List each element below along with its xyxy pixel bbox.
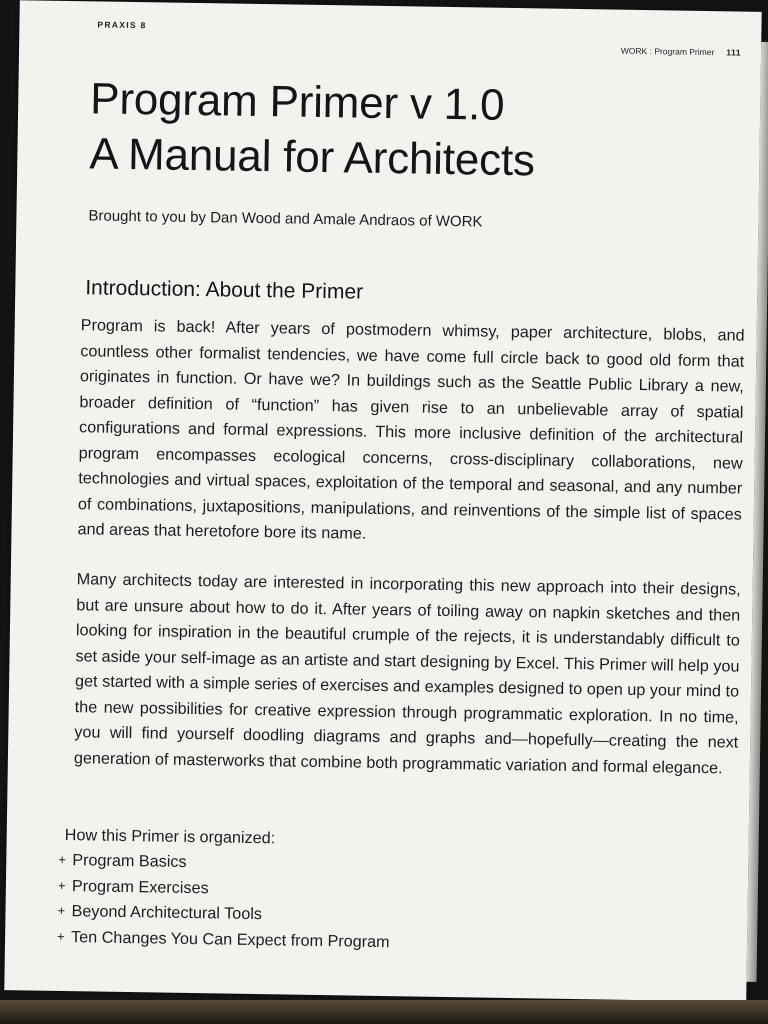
journal-page — [4, 0, 761, 1002]
body-paragraph-2: Many architects today are interested in incorporating this new approach into their designs, but are unsure about how to do it. After years of toiling away on napkin sketches and then looking for inspiration in the beautiful crumple of the rejects, it is understandably difficult to set aside your self-image as an artiste and start designing by Excel. This Primer will help you get started with a simple series of exercises and examples designed to open up your mind to the new possibilities for creative expression through programmatic exploration. In no time, you will find yourself doodling diagrams and graphs and—hopefully—creating the next generation of masterworks that combine both programmatic variation and formal elegance. — [73, 570, 741, 777]
plus-bullet-icon: + — [57, 902, 66, 919]
organized-heading: How this Primer is organized: — [64, 826, 276, 848]
running-head-section — [621, 46, 741, 58]
article-title — [89, 71, 751, 191]
body-paragraph-1: Program is back! After years of postmodern whimsy, paper architecture, blobs, and countless other formalist tendencies, we have come full circle back to good old form that originates in function. Or have we? In buildings such as the Seattle Public Library a new, broader definition of “function” has given rise to an unbelievable array of spatial configurations and formal expressions. This more inclusive definition of the architectural program encompasses ecological concerns, cross-disciplinary collaborations, new technologies and virtual spaces, exploitation of the temporal and seasonal, and any number of combinations, juxtapositions, manipulations, and reinventions of the simple list of spaces and areas that heretofore bore its name. — [77, 316, 745, 543]
plus-bullet-icon: + — [57, 928, 65, 944]
title-line-1: Program Primer v 1.0 — [89, 74, 505, 130]
page-edge — [746, 42, 768, 982]
plus-bullet-icon: + — [57, 877, 66, 893]
contents-list — [57, 848, 391, 955]
plus-bullet-icon: + — [58, 851, 67, 868]
running-head-section-label: WORK : Program Primer — [620, 45, 715, 58]
running-head-journal: PRAXIS 8 — [97, 19, 147, 31]
byline: Brought to you by Dan Wood and Amale Andraos of WORK — [88, 207, 483, 231]
scan-bottom-edge — [0, 1000, 768, 1024]
list-item-label: Ten Changes You Can Expect from Program — [70, 927, 390, 951]
list-item-label: Program Exercises — [71, 876, 209, 897]
list-item-label: Beyond Architectural Tools — [71, 902, 263, 924]
list-item — [57, 924, 390, 955]
title-line-2: A Manual for Architects — [89, 129, 536, 186]
page-number: 111 — [726, 47, 742, 58]
list-item-label: Program Basics — [72, 851, 187, 871]
section-heading: Introduction: About the Primer — [85, 276, 364, 304]
